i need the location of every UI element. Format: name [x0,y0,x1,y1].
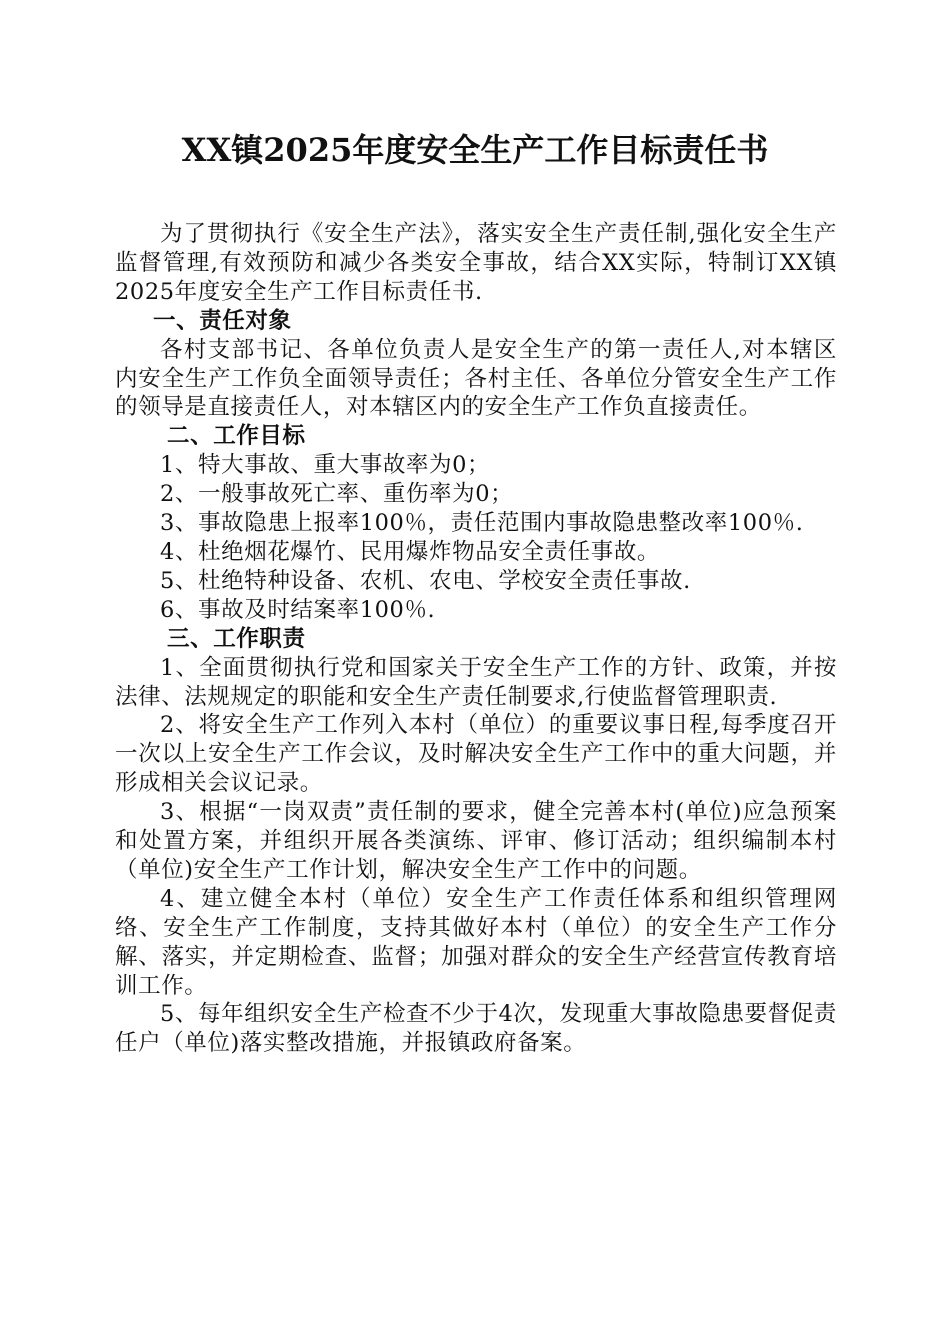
document-body [115,220,837,1058]
duty-paragraph: 1、全面贯彻执行党和国家关于安全生产工作的方针、政策，并按法律、法规规定的职能和安全生产责任制要求,行使监督管理职责. [115,654,837,710]
goal-item: 3、事故隐患上报率100％，责任范围内事故隐患整改率100％. [160,510,804,537]
section-heading-responsibility-targets: 一、责任对象 [153,307,292,334]
duty-paragraph: 5、每年组织安全生产检查不少于4次，发现重大事故隐患要督促责任户（单位)落实整改措施，并报镇政府备案。 [115,1001,837,1057]
document-title: XX镇2025年度安全生产工作目标责任书 [181,131,769,169]
goal-item: 6、事故及时结案率100％. [160,596,436,623]
duty-paragraph: 3、根据“一岗双责”责任制的要求，健全完善本村(单位)应急预案和处置方案，并组织开展各类演练、评审、修订活动；组织编制本村（单位)安全生产工作计划，解决安全生产工作中的问题。 [115,799,837,883]
goal-item: 5、杜绝特种设备、农机、农电、学校安全责任事故. [160,567,691,594]
section-heading-work-goals: 二、工作目标 [167,423,306,450]
goal-item: 2、一般事故死亡率、重伤率为0； [160,481,514,508]
duty-paragraph: 4、建立健全本村（单位）安全生产工作责任体系和组织管理网络、安全生产工作制度，支持其做好本村（单位）的安全生产工作分解、落实，并定期检查、监督；加强对群众的安全生产经营宣传教育培训工作。 [115,885,837,999]
goal-item: 4、杜绝烟花爆竹、民用爆炸物品安全责任事故。 [160,538,661,565]
duty-paragraph: 2、将安全生产工作列入本村（单位）的重要议事日程,每季度召开一次以上安全生产工作会议，及时解决安全生产工作中的重大问题，并形成相关会议记录。 [115,712,837,797]
section-paragraph: 各村支部书记、各单位负责人是安全生产的第一责任人,对本辖区内安全生产工作负全面领导责任；各村主任、各单位分管安全生产工作的领导是直接责任人，对本辖区内的安全生产工作负直接责任。 [115,336,837,421]
goal-item: 1、特大事故、重大事故率为0； [160,452,491,479]
section-heading-work-duties: 三、工作职责 [167,625,306,652]
intro-paragraph: 为了贯彻执行《安全生产法》，落实安全生产责任制,强化安全生产监督管理,有效预防和减少各类安全事故，结合XX实际，特制订XX镇2025年度安全生产工作目标责任书. [115,221,837,305]
